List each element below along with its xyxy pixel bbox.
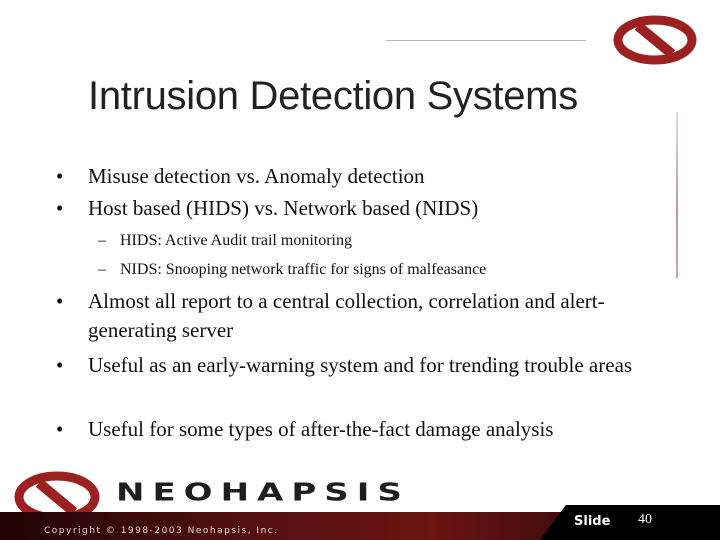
copyright-text: Copyright © 1998-2003 Neohapsis, Inc. [44,526,279,536]
sub-bullet-text: HIDS: Active Audit trail monitoring [120,232,352,249]
bullet-marker: • [56,417,64,441]
sub-bullet-text: NIDS: Snooping network traffic for signs of malfeasance [120,261,487,278]
bullet-item [56,194,676,223]
bullet-marker: • [56,164,64,188]
slide-label: Slide [574,514,611,529]
bullet-text: Almost all report to a central collection, correlation and alert-generating server [88,289,605,342]
logo-icon [612,14,698,66]
top-divider [386,40,586,41]
sub-bullet-item [98,259,658,281]
bullet-marker: • [56,353,64,377]
bullet-item [56,415,676,444]
bullet-item [56,351,676,380]
bullet-item [56,287,676,345]
bullet-text: Useful for some types of after-the-fact damage analysis [88,417,554,441]
bullet-text: Misuse detection vs. Anomaly detection [88,164,425,188]
bullet-marker: • [56,289,64,313]
sub-bullet-item [98,230,658,252]
bullet-text: Useful as an early-warning system and for trending trouble areas [88,353,633,377]
bullet-item [56,162,676,191]
side-divider [676,112,678,278]
slide-number: 40 [638,512,652,527]
slide-title: Intrusion Detection Systems [88,74,578,118]
bullet-text: Host based (HIDS) vs. Network based (NIDS) [88,196,479,220]
sub-bullet-marker: – [98,261,106,278]
brand-wordmark: NEOHAPSIS [116,478,410,507]
slide-number-tab [540,505,720,540]
bullet-marker: • [56,196,64,220]
sub-bullet-marker: – [98,232,106,249]
